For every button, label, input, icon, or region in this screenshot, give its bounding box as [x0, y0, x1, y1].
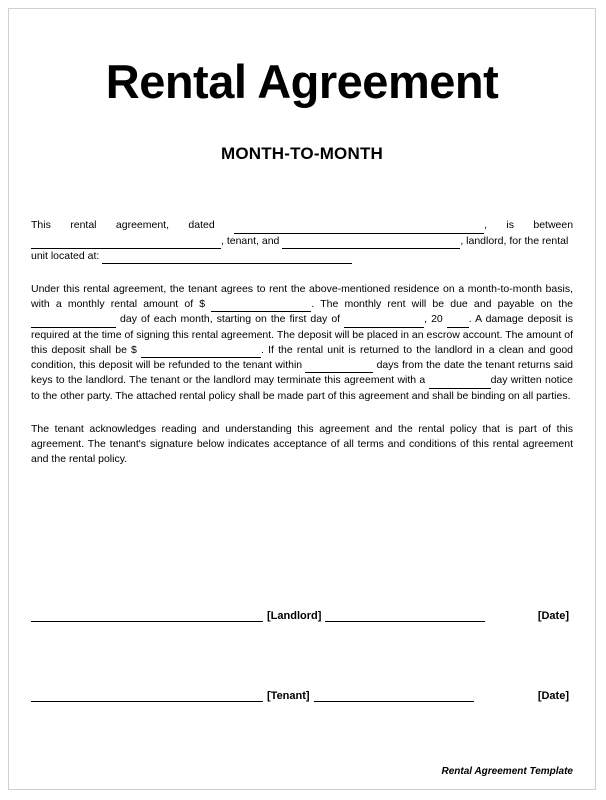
terms-text-4: , 20	[424, 313, 443, 326]
tenant-signature-row	[31, 689, 573, 702]
landlord-date-label: [Date]	[537, 610, 569, 622]
terms-text-7: days from the date the tenant returns said keys to the landlord. The tenant or the landlord may terminate this agreement with a	[31, 359, 573, 387]
tenant-date-line[interactable]	[314, 689, 474, 702]
terms-text-2: . The monthly rent will be due and payable on the	[311, 298, 573, 311]
refund-days-blank-field[interactable]	[305, 361, 373, 373]
document-content	[9, 9, 595, 789]
landlord-signature-line[interactable]	[31, 609, 263, 622]
unit-address-blank-field[interactable]	[102, 252, 352, 264]
intro-text-1: This	[31, 219, 51, 232]
terms-text-1: Under this rental agreement, the tenant agrees to rent the above-mentioned residence on a month-to-month basis, with a monthly rental amount of $	[31, 283, 573, 311]
landlord-signature-label: [Landlord]	[267, 610, 322, 622]
terms-text-5: . A damage deposit is required at the time of signing this rental agreement. The deposit will be placed in an escrow account. The amount of this deposit shall be $	[31, 313, 574, 356]
landlord-date-line[interactable]	[325, 609, 485, 622]
start-month-blank-field[interactable]	[344, 316, 424, 328]
tenant-date-label: [Date]	[537, 690, 569, 702]
date-blank-field[interactable]	[234, 222, 484, 234]
terms-paragraph	[31, 282, 573, 404]
intro-text-6: between	[533, 219, 574, 232]
due-day-blank-field[interactable]	[31, 316, 116, 328]
terms-text-3: day of each month, starting on the first day of	[120, 313, 341, 326]
terms-text-6: . If the rental unit is returned to the landlord in a clean and good condition, this deposit will be refunded to the tenant within	[31, 343, 574, 372]
document-page	[8, 8, 596, 790]
intro-text-2: rental	[70, 219, 97, 232]
terms-text-8: day written notice to the other party. The attached rental policy shall be made part of this agreement and shall be binding on all parties.	[31, 374, 574, 402]
tenant-blank-field[interactable]	[31, 237, 221, 249]
intro-text-8: , landlord, for the rental	[460, 234, 569, 247]
intro-text-7: , tenant, and	[221, 234, 280, 247]
intro-paragraph	[31, 218, 573, 264]
footer-note: Rental Agreement Template	[441, 766, 573, 777]
acknowledgement-paragraph: The tenant acknowledges reading and understanding this agreement and the rental policy that is part of this agreement. The tenant's signature below indicates acceptance of all terms and conditions of this rental agreement and the rental policy.	[31, 422, 573, 466]
intro-text-3: agreement,	[115, 219, 170, 232]
intro-text-4: dated	[188, 219, 215, 232]
deposit-amount-blank-field[interactable]	[141, 346, 261, 358]
page-title: Rental Agreement	[105, 55, 499, 108]
intro-text-5: , is	[484, 219, 514, 232]
start-year-blank-field[interactable]	[447, 316, 469, 328]
landlord-blank-field[interactable]	[282, 237, 460, 249]
monthly-rent-blank-field[interactable]	[211, 300, 311, 312]
landlord-signature-row	[31, 609, 573, 622]
tenant-signature-label: [Tenant]	[267, 690, 310, 702]
page-subtitle: MONTH-TO-MONTH	[220, 144, 384, 164]
notice-days-blank-field[interactable]	[429, 377, 491, 389]
intro-text-9: unit located at:	[31, 249, 100, 262]
tenant-signature-line[interactable]	[31, 689, 263, 702]
